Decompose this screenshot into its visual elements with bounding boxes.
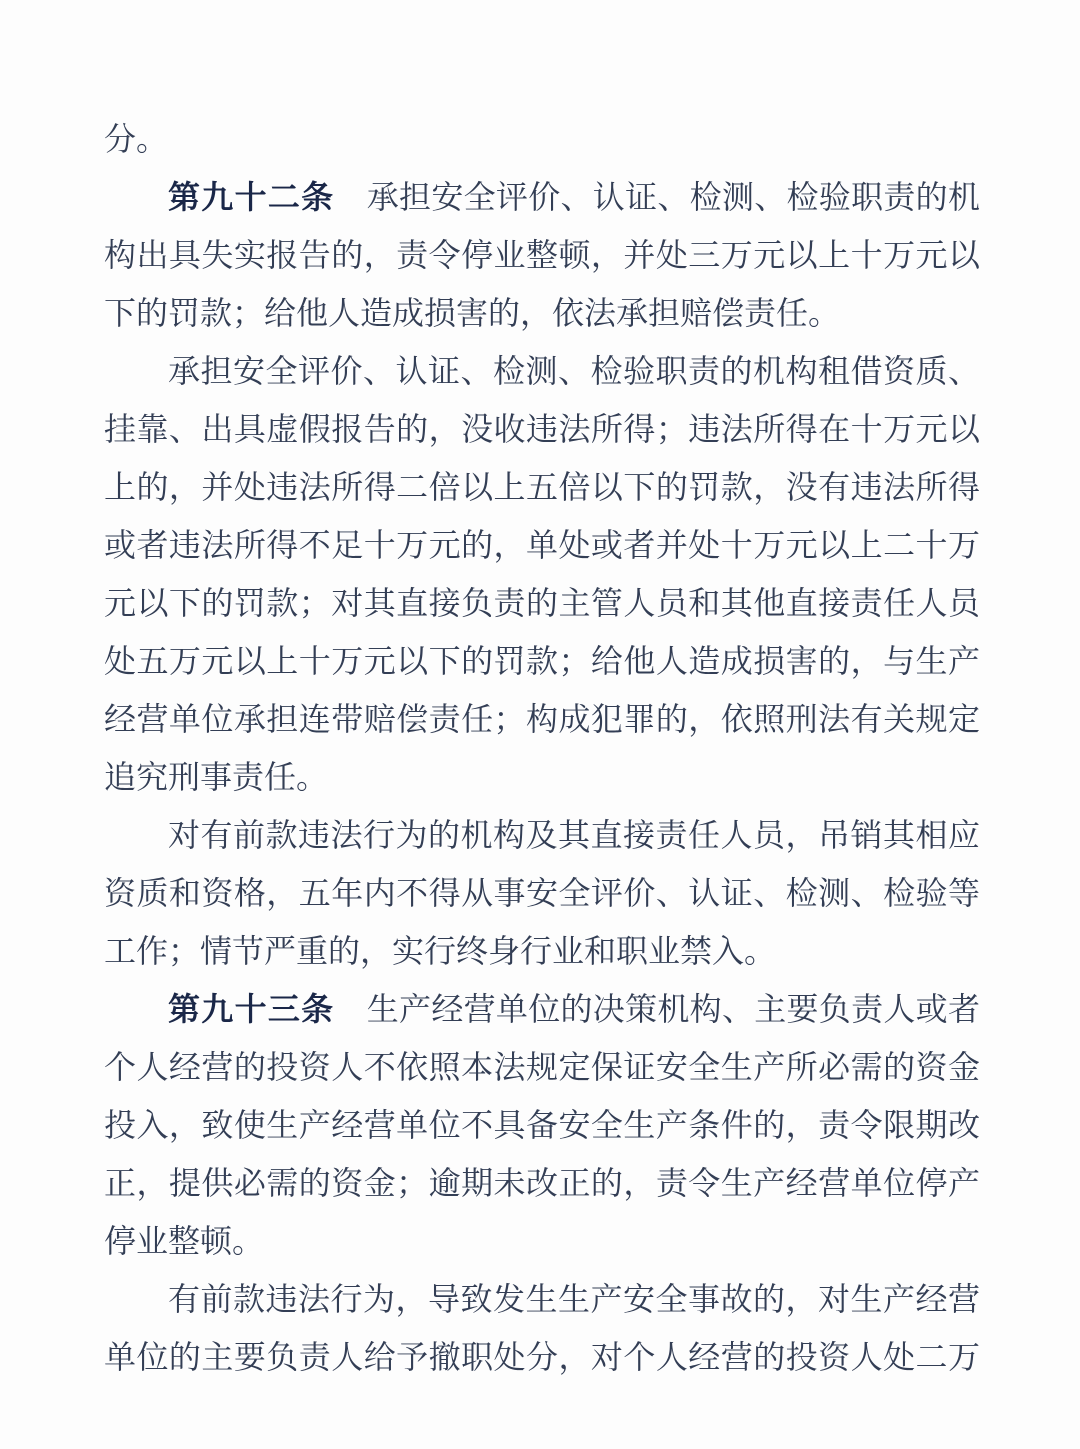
article-92-number: 第九十二条 xyxy=(168,179,335,215)
article-93-paragraph xyxy=(104,980,980,1270)
paragraph-continuation: 分。 xyxy=(104,121,169,157)
article-93-text: 生产经营单位的决策机构、主要负责人或者个人经营的投资人不依照本法规定保证安全生产所必需的资金投入，致使生产经营单位不具备安全生产条件的，责令限期改正，提供必需的资金；逾期未改正的，责令生产经营单位停产停业整顿。 xyxy=(104,991,980,1259)
article-92-clause-2: 承担安全评价、认证、检测、检验职责的机构租借资质、挂靠、出具虚假报告的，没收违法所得；违法所得在十万元以上的，并处违法所得二倍以上五倍以下的罚款，没有违法所得或者违法所得不足十万元的，单处或者并处十万元以上二十万元以下的罚款；对其直接负责的主管人员和其他直接责任人员处五万元以上十万元以下的罚款；给他人造成损害的，与生产经营单位承担连带赔偿责任；构成犯罪的，依照刑法有关规定追究刑事责任。 xyxy=(104,353,980,795)
article-93-clause-2: 有前款违法行为，导致发生生产安全事故的，对生产经营单位的主要负责人给予撤职处分，对个人经营的投资人处二万 xyxy=(104,1281,980,1375)
article-92-clause-3: 对有前款违法行为的机构及其直接责任人员，吊销其相应资质和资格，五年内不得从事安全评价、认证、检测、检验等工作；情节严重的，实行终身行业和职业禁入。 xyxy=(104,817,980,969)
article-92-text: 承担安全评价、认证、检测、检验职责的机构出具失实报告的，责令停业整顿，并处三万元以上十万元以下的罚款；给他人造成损害的，依法承担赔偿责任。 xyxy=(104,179,980,331)
article-93-number: 第九十三条 xyxy=(168,991,335,1027)
article-92-paragraph xyxy=(104,168,980,342)
